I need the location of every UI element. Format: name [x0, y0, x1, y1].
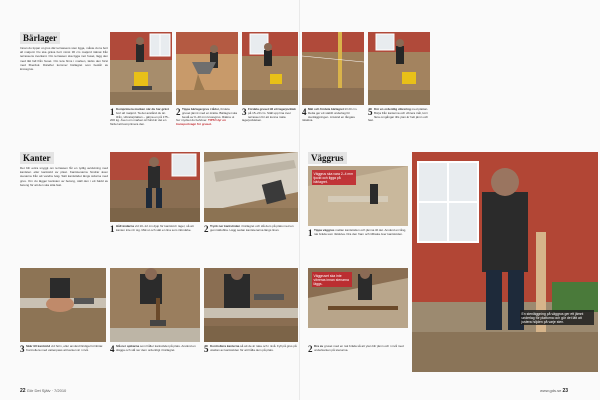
folio-text: Gör Det Själv · 7/2010	[26, 388, 67, 393]
step-lead: Dra av	[314, 344, 324, 348]
photo-hero-man	[412, 152, 598, 372]
caption-vaggrus-2	[308, 345, 408, 353]
step-number: 5	[204, 344, 209, 354]
step-lead: Håll ändarna	[116, 224, 135, 228]
overlay-note-step1: Väggrus ska vara 2–4 mm tjockt och ligga på bärlagret.	[312, 170, 356, 185]
photo-kanter-4	[110, 268, 200, 342]
section-intro-barlager: Innan du tippar ut grus där terrassens sten ligga, måste du ta bort all matjord. Du ska gräva bort minst 30 cm matjord räknat från terrassens överkant. Om terrassen ska ligga mot huset, lägg den med lätt fall från huset. Om lera finns i marken, täcks den först med fiberduk. Därefter kommer bärlagret som består av krossgrus.	[20, 46, 108, 72]
step-text: till 20 cm. Detta ger ett stabilt underlag för stenläggningen. Använd en långare rätskiva.	[302, 107, 358, 123]
step-number: 2	[204, 224, 209, 234]
caption-step-4	[302, 108, 364, 123]
page-number: 22	[20, 388, 26, 394]
step-text: mellan kantstöden och jämna till det. Använd en lång, rak bräda som riktskiva. Dra den fram och tillbaka över kantstöden.	[314, 228, 407, 236]
step-lead: Komprimera marken när du har grävt	[116, 107, 169, 111]
step-text: fördela gruset jämnt med en kratta. Bärlagret ska bestå av 0–40 mm krossgrus. Räkna ut hur mycket du behöver.	[176, 107, 238, 123]
caption-kanter-2	[204, 225, 298, 233]
photo-step-3	[242, 32, 298, 105]
photo-kanter-3	[20, 268, 106, 342]
photo-kanter-2	[204, 152, 298, 222]
caption-kanter-5	[204, 345, 298, 353]
step-number: 1	[308, 228, 313, 238]
step-number: 1	[110, 107, 115, 117]
step-text: gruset med en rak bräda så att ytan blir jämn och i nivå med underkanten på stenarna.	[314, 344, 404, 352]
section-heading-kanter: Kanter	[20, 152, 54, 164]
step-number: 2	[176, 107, 181, 117]
step-lead: Skär till kantstöd	[26, 344, 51, 348]
step-lead: Tippa väggrus	[314, 228, 335, 232]
step-lead: Tippa bärlagergrus i lådor,	[182, 107, 220, 111]
step-text: vid 10–12 cm djup för kantstöd i lager, så att kanten inte rör sig. Mät ut och sätt en lina som riktmärke.	[116, 224, 194, 232]
section-heading-barlager: Bärlager	[20, 32, 60, 44]
step-lead: Fördela gruset till ett lagerjocklek	[248, 107, 296, 111]
folio-text: www.gds.se	[540, 388, 562, 393]
tip-text: TIPS! Hyr en transportvagn för gruset.	[176, 118, 226, 127]
overlay-big-note: En stenläggning på väggrus ger ett jämnt underlag för plattorna och gör det lätt att justera höjden på varje sten.	[520, 310, 594, 325]
step-number: 1	[110, 224, 115, 234]
section-heading-vaggrus: Väggrus	[308, 152, 347, 164]
photo-kanter-1	[110, 152, 200, 222]
step-text: så att de är raka och i nivå. Fyll på grus på utsidan av kantstöden för att hålla dem på plats.	[210, 344, 297, 352]
step-number: 3	[20, 344, 25, 354]
step-number: 4	[110, 344, 115, 354]
photo-step-4	[302, 32, 364, 105]
caption-step-2	[176, 108, 238, 127]
caption-step-1	[110, 108, 172, 127]
caption-kanter-1	[110, 225, 200, 233]
folio-right	[540, 388, 568, 394]
caption-kanter-4	[110, 345, 200, 353]
photo-step-5	[368, 32, 430, 105]
section-intro-kanter: Det blir extra snyggt om terrassen får en tydlig avslutning med kantsten eller kantstöd av plast. Kantstenarna hindrar även stenarna från att vandra iväg. Sätt kantstödet längs sidorna med grus. Om du lägger kantsten av betong, ställ den i ett bädd av betong för att den ska sitta fast.	[20, 166, 108, 187]
step-lead: Kör en ordentlig vibrering	[374, 107, 411, 111]
step-number: 3	[242, 107, 247, 117]
photo-step-2	[176, 32, 238, 105]
folio-left	[20, 388, 66, 394]
step-text: med plattan. Börja från kanterna och vibrera inåt, kör i flera omgångar tills ytan är helt jämn och fast.	[368, 107, 429, 123]
photo-kanter-5	[204, 268, 298, 342]
page-number: 23	[562, 388, 569, 394]
step-number: 5	[368, 107, 373, 117]
caption-step-5	[368, 108, 430, 123]
step-text: som håller kantstödet på plats. Använd en slägga och slå ner dem ordentligt i bärlagret.	[116, 344, 196, 352]
step-text: i bärlagret och slå dem på plats med en gummiklubba. Lägg sedan kantstenarna längs linan.	[210, 224, 294, 232]
step-lead: Slå ner spikarna	[116, 344, 140, 348]
step-lead: Tryck ner kantstöden	[210, 224, 241, 228]
step-text: på 15–20 cm. Ställ upp lina över terrassen för att kunna mäta lagerjockleken.	[242, 110, 291, 123]
caption-vaggrus-1	[308, 229, 408, 237]
caption-kanter-3	[20, 345, 106, 353]
step-lead: Kontrollera kanterna	[210, 344, 240, 348]
step-text: vid hörn, eller använd färdiga hörnbitar. Kontrollera med vattenpass att kanten är i nivå.	[26, 344, 104, 352]
caption-step-3	[242, 108, 298, 123]
overlay-note-step2: Väggruset ska inte vibreras innan stenarna läggs.	[312, 272, 352, 287]
step-text: bort all matjord. Ta det avstånd du än ifrån, vibratorplattan – gärna en på 175–200 kg. Även om marken är hård är det en fördel att komprimera den.	[110, 110, 170, 127]
right-page	[300, 0, 600, 400]
step-number: 2	[308, 344, 313, 354]
step-number: 4	[302, 107, 307, 117]
photo-step-1	[110, 32, 172, 105]
step-lead: Mät och fördela bärlagret	[308, 107, 344, 111]
